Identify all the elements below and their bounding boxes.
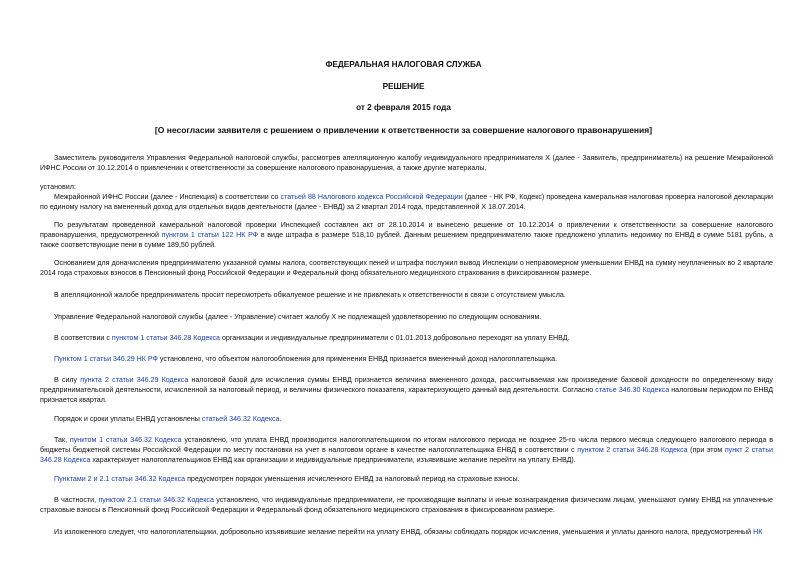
- text: установил:: [40, 183, 76, 191]
- text: В апелляционной жалобе предприниматель просит пересмотреть обжалуемое решение и не привлекать к ответственности в связи с отсутствием умысла.: [54, 291, 566, 299]
- text: Управление Федеральной налоговой службы (далее - Управление) считает жалобу Х не подлежащей удовлетворению по следующим основаниям.: [54, 313, 542, 321]
- law-link[interactable]: пунктом 2.1 статьи 346.32 Кодекса: [98, 496, 214, 504]
- paragraph-conclusion: [40, 527, 773, 537]
- law-link[interactable]: пунктом 1 статьи 346.28 Кодекса: [111, 334, 220, 342]
- text: Основанием для доначисления предпринимателю указанной суммы налога, соответствующих пеней и штрафа послужил вывод Инспекции о неправомерном уменьшении ЕНВД на сумму неуплаченных во 2 квартале 2014 года страховых взносов в Пенсионный фонд Российской Федерации и Федеральный фонд обязательного медицинского страхования в фиксированном размере.: [40, 259, 773, 278]
- document-date: от 2 февраля 2015 года: [356, 103, 451, 112]
- text: установлено, что уплата ЕНВД производится налогоплательщиком по итогам налогового периода не позднее 25-го числа первого месяца следующего налогового периода в бюджеты бюджетной системы Российской Федерации по месту постановки на учет в налоговом органе в качестве налогоплательщика ЕНВД в соответствии с: [40, 436, 773, 455]
- text: установлено, что индивидуальные предприниматели, не производящие выплаты и иные вознаграждения физическим лицам, уменьшают сумму ЕНВД на уплаченные страховые взносы в Пенсионный фонд Российской Федерации и Федеральный фонд обязательного медицинского страхования в фиксированном размере.: [40, 496, 773, 515]
- law-link[interactable]: пунктом 1 статьи 122 НК РФ: [161, 231, 259, 240]
- text: налоговым периодом по ЕНВД признается квартал.: [40, 386, 773, 405]
- paragraph-grounds: [40, 258, 773, 278]
- paragraph-payment-order: [40, 414, 773, 424]
- paragraph-appeal: [40, 290, 773, 300]
- text: налоговой базой для исчисления суммы ЕНВД признается величина вмененного дохода, рассчитываемая как произведение базовой доходности по определенному виду предпринимательской деятельности, исчисленной за налоговый период, и величины физического показателя, характеризующего данный вид деятельности. Согласно: [40, 376, 773, 395]
- law-link[interactable]: статьей 88 Налогового кодекса Российской Федерации: [280, 193, 463, 201]
- law-link[interactable]: НК: [753, 528, 763, 536]
- paragraph-article-346-28: [40, 333, 773, 343]
- text: Межрайонной ИФНС России (далее - Инспекция) в соответствии со: [54, 193, 281, 201]
- law-link[interactable]: статье 346.30 Кодекса: [595, 386, 670, 395]
- text: Порядок и сроки уплаты ЕНВД установлены: [54, 415, 202, 423]
- text: организации и индивидуальные предприниматели с 01.01.2013 добровольно переходят на уплату ЕНВД.: [219, 334, 570, 342]
- law-link[interactable]: пунктом 1 статьи 346.32 Кодекса: [69, 436, 182, 444]
- law-link[interactable]: Пунктом 1 статьи 346.29 НК РФ: [54, 355, 158, 363]
- text: Из изложенного следует, что налогоплательщики, добровольно изъявившие желание перейти на уплату ЕНВД, обязаны соблюдать порядок исчисления, уменьшения и уплаты данного налога, предусмотренный: [54, 528, 754, 536]
- paragraph-article-346-29: [40, 354, 773, 364]
- paragraph-tax-base: [40, 375, 773, 405]
- paragraph-results: [40, 220, 773, 250]
- text: предусмотрен порядок уменьшения исчисленного ЕНВД за налоговый период на страховые взносы.: [185, 475, 520, 483]
- paragraph-reduction: [40, 474, 773, 484]
- law-link[interactable]: статьей 346.32 Кодекса: [201, 415, 280, 423]
- paragraph-audit: [40, 192, 773, 212]
- law-link[interactable]: Пунктами 2 и 2.1 статьи 346.32 Кодекса: [54, 475, 186, 483]
- text: По результатам проведенной камеральной налоговой проверки Инспекцией составлен акт от 28.10.2014 и вынесено решение от 10.12.2014 о привлечении к ответственности за совершение налогового правонарушения, предусмотренной: [40, 221, 773, 240]
- text: установлено, что объектом налогообложения для применения ЕНВД признается вмененный доход налогоплательщика.: [157, 355, 558, 363]
- paragraph-particular: [40, 495, 773, 515]
- text: Так,: [54, 436, 70, 444]
- text: (далее - НК РФ, Кодекс) проведена камеральная налоговая проверка налоговой декларации по единому налогу на вмененный доход для отдельных видов деятельности (далее - ЕНВД) за 2 квартал 2014 года, представленной Х 18.07.2014.: [40, 193, 774, 212]
- text: в виде штрафа в размере 518,10 рублей. Данным решением предпринимателю также предложено уплатить недоимку по ЕНВД в сумме 5181 рубль, а также соответствующие пени в сумме 189,50 рублей.: [40, 231, 773, 250]
- text: В соответствии с: [54, 334, 112, 342]
- text: В частности,: [54, 496, 99, 504]
- text: В силу: [54, 376, 81, 384]
- document-subject: [О несогласии заявителя с решением о привлечении к ответственности за совершение налогового правонарушения]: [154, 125, 653, 135]
- paragraph-department: [40, 312, 773, 322]
- paragraph-intro: [40, 153, 773, 173]
- law-link[interactable]: пунктом 2 статьи 346.28 Кодекса: [577, 446, 688, 455]
- agency-title: ФЕДЕРАЛЬНАЯ НАЛОГОВАЯ СЛУЖБА: [325, 60, 482, 69]
- text: Заместитель руководителя Управления Федеральной налоговой службы, рассмотрев апелляционную жалобу индивидуального предпринимателя Х (далее - Заявитель, предприниматель) на решение Межрайонной ИФНС России от 10.12.2014 о привлечении к ответственности за совершение налогового правонарушения, а также другие материалы,: [40, 154, 773, 173]
- text: характеризует налогоплательщиков ЕНВД как организации и индивидуальные предприниматели, изъявившие желание перейти на уплату ЕНВД).: [90, 456, 576, 465]
- document-type: РЕШЕНИЕ: [382, 82, 425, 91]
- text: .: [279, 415, 282, 423]
- paragraph-payment-terms: [40, 435, 773, 465]
- text: (при этом: [687, 446, 725, 455]
- law-link[interactable]: пункта 2 статьи 346.29 Кодекса: [80, 376, 189, 384]
- paragraph-established: [40, 182, 773, 192]
- law-link[interactable]: пункт 2 статьи 346.28 Кодекса: [40, 446, 773, 465]
